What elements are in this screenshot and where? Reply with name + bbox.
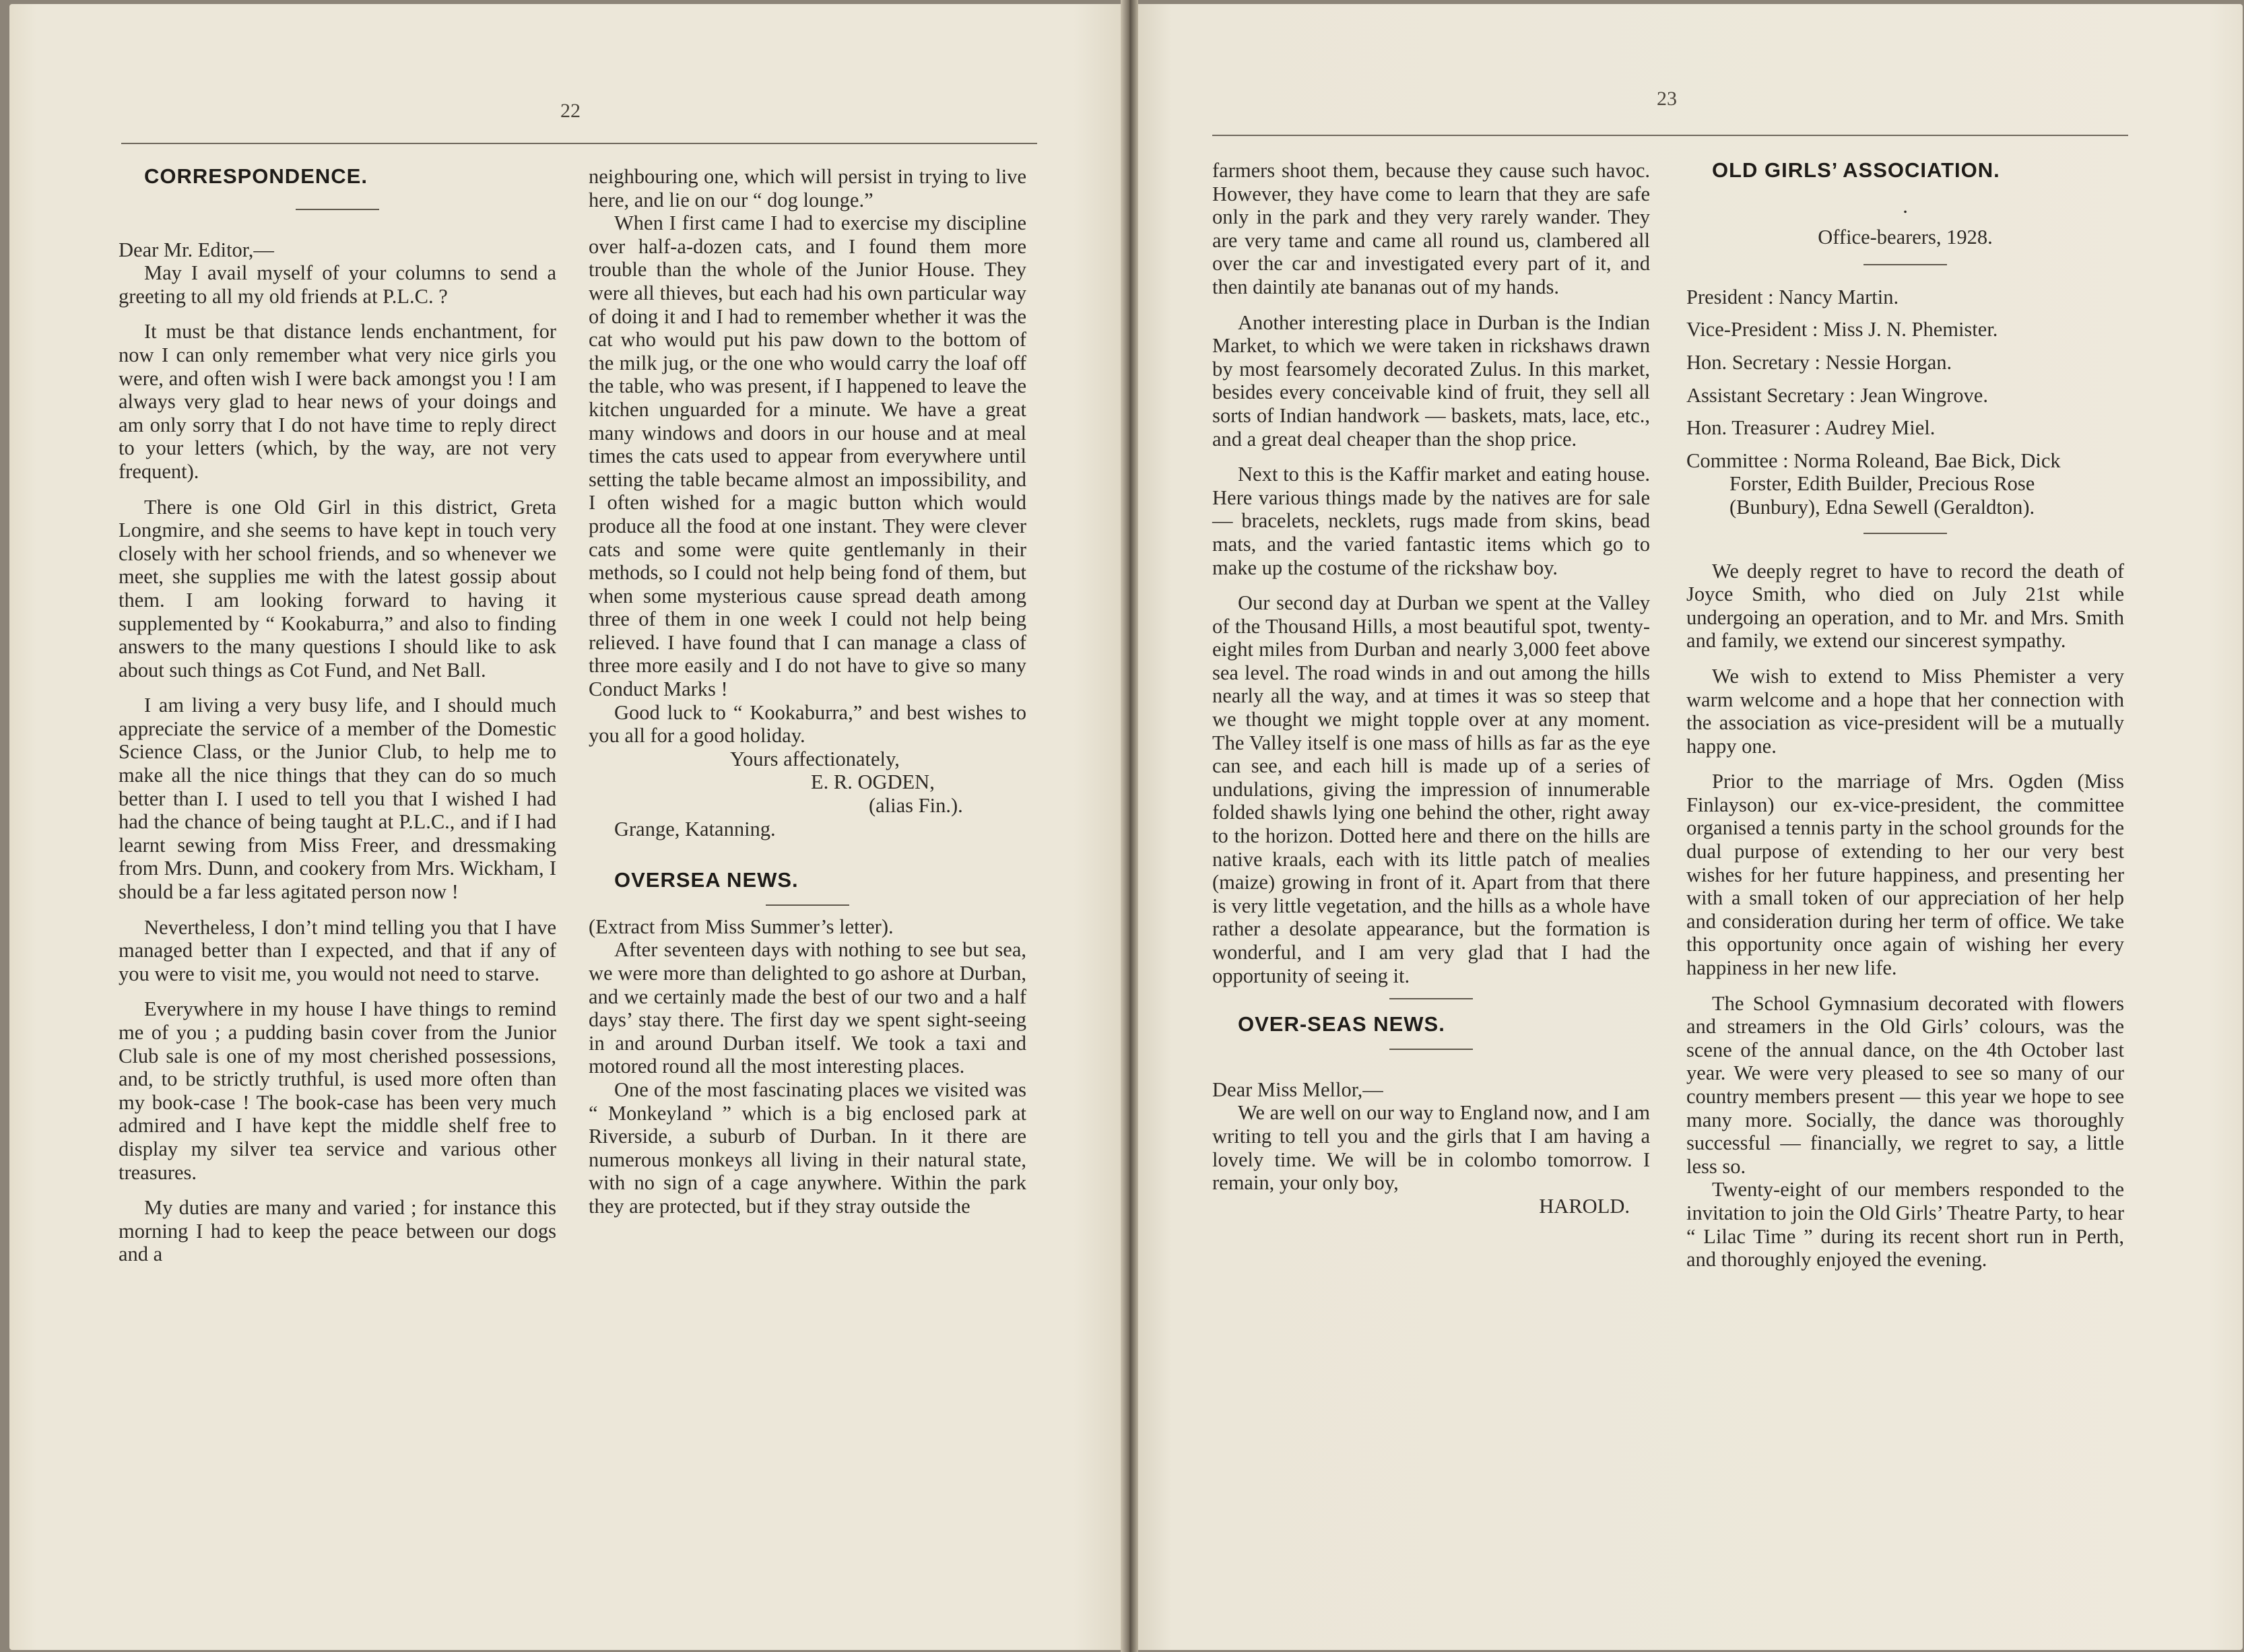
news-paragraph: One of the most fascinating places we visited was “ Monkeyland ” which is a big enclosed park at Riverside, a suburb of Durban. In it there are numerous monkeys all living in their natural state, with no sign of a cage anywhere. Within the park they are protected, but if they stray outside the — [589, 1078, 1026, 1218]
officers-list — [1686, 286, 2124, 519]
oversea-news-column — [1212, 159, 1650, 1218]
section-rule — [766, 904, 849, 906]
officer-line: Vice-President : Miss J. N. Phemister. — [1686, 318, 1998, 341]
section-rule — [1863, 533, 1947, 534]
letter-paragraph: It must be that distance lends enchantment, for now I can only remember what very nice girls you were, and often wish I were back amongst you ! I am always very glad to hear news of your doings and am only sorry that I do not have time to reply direct to your letters (which, by the way, are not very frequent). — [119, 320, 556, 483]
correspondence-continued-column — [589, 165, 1026, 1218]
correspondence-heading: CORRESPONDENCE. — [144, 164, 368, 188]
letter-paragraph: My duties are many and varied ; for instance this morning I had to keep the peace between our dogs and a — [119, 1196, 556, 1266]
letter-paragraph: I am living a very busy life, and I should much appreciate the service of a member of the Domestic Science Class, or the Junior Club, to help me to make all the nice things that they can do so much better than I. I used to tell you that I wished I had had the chance of being taught at P.L.C., and if I had learnt sewing from Miss Freer, and dressmaking from Mrs. Dunn, and cookery from Mrs. Wickham, I should be a far less agitated person now ! — [119, 694, 556, 904]
letter-salutation: Dear Mr. Editor,— — [119, 238, 274, 261]
letter-paragraph: We are well on our way to England now, and I am writing to tell you and the girls that I am having a lovely time. We will be in colombo tomorrow. I remain, your only boy, — [1212, 1101, 1650, 1195]
section-rule — [1389, 998, 1473, 999]
book-gutter — [1121, 0, 1138, 1652]
section-rule — [1389, 1049, 1473, 1050]
news-paragraph: After seventeen days with nothing to see but sea, we were more than delighted to go ashore at Durban, and we certainly made the best of our two and a half days’ stay there. The first day we spent sight-seeing in and around Durban itself. We took a taxi and motored round all the most interesting places. — [589, 938, 1026, 1078]
section-rule — [296, 209, 379, 210]
letter-signature: HAROLD. — [1539, 1194, 1630, 1218]
letter-paragraph: Nevertheless, I don’t mind telling you that I have managed better than I expected, and that if any of you were to visit me, you would not need to starve. — [119, 915, 556, 985]
header-rule-right — [1212, 135, 2128, 136]
page-number-right: 23 — [1657, 88, 1677, 110]
association-paragraph: We wish to extend to Miss Phemister a very warm welcome and a hope that her connection with the association as vice-president will be a mutually happy one. — [1686, 664, 2124, 758]
heading-dot: . — [1903, 194, 1908, 218]
extract-note: (Extract from Miss Summer’s letter). — [589, 915, 894, 938]
officer-line: Hon. Secretary : Nessie Horgan. — [1686, 350, 1952, 374]
letter-paragraph: When I first came I had to exercise my discipline over half-a-dozen cats, and I found them more trouble than the whole of the Junior House. They were all thieves, but each had his own particular way of doing it and I had to remember whether it was the cat who would put his paw down to the bottom of the milk jug, or the one who would carry the loaf off the table, who was present, if I happened to leave the kitchen unguarded for a minute. We have a great many windows and doors in our house and at meal times the cats used to appear from everywhere until setting the table became almost an impossibility, and I often wished for a magic button which would produce all the food at one instant. They were clever cats and some were quite gentlemanly in their methods, so I could not help being fond of them, but when some mysterious cause spread death among three of them in one week I could not help being relieved. I have found that I can manage a class of three more easily and I do not have to give so many Conduct Marks ! — [589, 211, 1026, 701]
association-paragraph: Prior to the marriage of Mrs. Ogden (Miss Finlayson) our ex-vice-president, the committee organised a tennis party in the school grounds for the dual purpose of extending to her our very best wishes for her future happiness, and presenting her with a small token of our appreciation of her help and consideration during her term of office. We take this opportunity once again of wishing her every happiness in her new life. — [1686, 770, 2124, 980]
news-paragraph: Another interesting place in Durban is the Indian Market, to which we were taken in rickshaws drawn by most fearsomely decorated Zulus. In this market, besides every conceivable kind of fruit, they sell all sorts of Indian handwork — baskets, mats, lace, etc., and a great deal cheaper than the shop price. — [1212, 310, 1650, 451]
page-number-left: 22 — [560, 100, 581, 122]
news-paragraph: Our second day at Durban we spent at the Valley of the Thousand Hills, a most beautiful spot, twenty-eight miles from Durban and nearly 3,000 feet above sea level. The road winds in and out among the hills nearly all the way, and at times it was so steep that we thought we might topple over at any moment. The Valley itself is one mass of hills as far as the eye can see, and each hill is made up of a series of undulations, giving the impression of innumerable folded shawls lying one behind the other, right away to the horizon. Dotted here and there on the hills are native kraals, each with its little patch of mealies (maize) growing in front of it. Apart from that there is very little vegetation, and the hills as a whole have rather a desolate appearance, but the formation is wonderful, and I am very glad that I had the opportunity of seeing it. — [1212, 591, 1650, 987]
section-rule — [1863, 264, 1947, 265]
association-paragraph: The School Gymnasium decorated with flowers and streamers in the Old Girls’ colours, was the scene of the annual dance, on the 4th October last year. We were very pleased to see so many of our country members present — this year we hope to see many more. Socially, the dance was thoroughly successful — financially, we regret to say, a little less so. — [1686, 991, 2124, 1178]
letter-alias: (alias Fin.). — [869, 794, 963, 818]
officer-line: Assistant Secretary : Jean Wingrove. — [1686, 383, 1988, 407]
letter-paragraph: Good luck to “ Kookaburra,” and best wishes to you all for a good holiday. — [589, 700, 1026, 748]
old-girls-association-column — [1686, 159, 2124, 1271]
letter-paragraph: neighbouring one, which will persist in trying to live here, and lie on our “ dog lounge.” — [589, 165, 1026, 211]
news-paragraph: Next to this is the Kaffir market and eating house. Here various things made by the natives are for sale — bracelets, necklets, rugs made from skins, bead mats, and the varied fantastic items which go to make up the costume of the rickshaw boy. — [1212, 463, 1650, 579]
association-paragraph: We deeply regret to have to record the death of Joyce Smith, who died on July 21st while undergoing an operation, and to Mr. and Mrs. Smith and family, we extend our sincerest sympathy. — [1686, 559, 2124, 653]
letter-paragraph: There is one Old Girl in this district, Greta Longmire, and she seems to have kept in touch very closely with her school friends, and so whenever we meet, she supplies me with the latest gossip about them. I am looking forward to having it supplemented by “ Kookaburra,” and also to finding answers to the many questions I should like to ask about such things as Cot Fund, and Net Ball. — [119, 495, 556, 682]
old-girls-heading: OLD GIRLS’ ASSOCIATION. — [1712, 158, 2000, 182]
committee-line: Committee : Norma Roleand, Bae Bick, Dick Forster, Edith Builder, Precious Rose (Bunbury), Edna Sewell (Geraldton). — [1686, 449, 2061, 519]
officer-line: Hon. Treasurer : Audrey Miel. — [1686, 416, 1936, 440]
over-seas-news-heading: OVER-SEAS NEWS. — [1238, 1012, 1445, 1036]
letter-salutation: Dear Miss Mellor,— — [1212, 1078, 1383, 1101]
oversea-news-heading: OVERSEA NEWS. — [614, 868, 799, 892]
association-paragraph: Twenty-eight of our members responded to the invitation to join the Old Girls’ Theatre Party, to hear “ Lilac Time ” during its recent short run in Perth, and thoroughly enjoyed the evening. — [1686, 1178, 2124, 1271]
letter-paragraph: May I avail myself of your columns to send a greeting to all my old friends at P.L.C. ? — [119, 261, 556, 308]
header-rule-left — [121, 143, 1037, 144]
correspondence-column — [119, 165, 556, 1266]
letter-closing: Yours affectionately, — [730, 747, 900, 770]
letter-paragraph: Everywhere in my house I have things to remind me of you ; a pudding basin cover from the Junior Club sale is one of my most cherished possessions, and, to be strictly truthful, is used more often than my book-case ! The book-case has been very much admired and I have kept the middle shelf free to display my silver tea service and various other treasures. — [119, 997, 556, 1184]
news-paragraph: farmers shoot them, because they cause such havoc. However, they have come to learn that they are safe only in the park and they very rarely wander. They are very tame and came all round us, clambered all over the car and investigated every part of it, and then daintily ate bananas out of my hands. — [1212, 159, 1650, 298]
office-bearers-title: Office-bearers, 1928. — [1818, 226, 1993, 249]
letter-address: Grange, Katanning. — [614, 817, 776, 840]
officer-line: President : Nancy Martin. — [1686, 285, 1899, 308]
letter-signature: E. R. OGDEN, — [811, 770, 935, 794]
